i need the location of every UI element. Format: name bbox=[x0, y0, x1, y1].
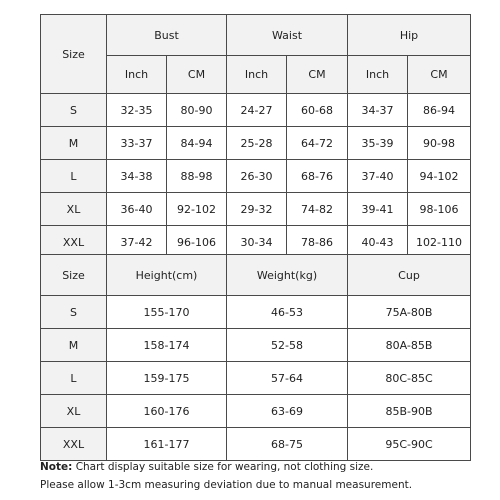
table-row bbox=[41, 160, 471, 193]
value-cell: 88-98 bbox=[167, 160, 227, 193]
value-cell: 37-40 bbox=[348, 160, 408, 193]
value-cell: 98-106 bbox=[408, 193, 471, 226]
unit-header: Inch bbox=[107, 56, 167, 94]
value-cell: 32-35 bbox=[107, 94, 167, 127]
value-cell: 35-39 bbox=[348, 127, 408, 160]
value-cell: 155-170 bbox=[107, 296, 227, 329]
table-row bbox=[41, 362, 471, 395]
value-cell: 52-58 bbox=[227, 329, 348, 362]
unit-header: CM bbox=[287, 56, 348, 94]
value-cell: 86-94 bbox=[408, 94, 471, 127]
value-cell: 25-28 bbox=[227, 127, 287, 160]
unit-header: CM bbox=[167, 56, 227, 94]
unit-header: CM bbox=[408, 56, 471, 94]
value-cell: 78-86 bbox=[287, 226, 348, 259]
note-label: Note: bbox=[40, 461, 73, 473]
size-header: Size bbox=[41, 15, 107, 94]
table-row bbox=[41, 94, 471, 127]
size-cell: M bbox=[41, 127, 107, 160]
value-cell: 60-68 bbox=[287, 94, 348, 127]
unit-header: Inch bbox=[227, 56, 287, 94]
value-cell: 94-102 bbox=[408, 160, 471, 193]
value-cell: 95C-90C bbox=[348, 428, 471, 461]
value-cell: 96-106 bbox=[167, 226, 227, 259]
value-cell: 84-94 bbox=[167, 127, 227, 160]
value-cell: 26-30 bbox=[227, 160, 287, 193]
value-cell: 85B-90B bbox=[348, 395, 471, 428]
note-line-1 bbox=[40, 461, 373, 473]
waist-header: Waist bbox=[227, 15, 348, 56]
value-cell: 40-43 bbox=[348, 226, 408, 259]
value-cell: 74-82 bbox=[287, 193, 348, 226]
value-cell: 63-69 bbox=[227, 395, 348, 428]
size-cell: L bbox=[41, 362, 107, 395]
value-cell: 80C-85C bbox=[348, 362, 471, 395]
hip-header: Hip bbox=[348, 15, 471, 56]
size-cell: S bbox=[41, 296, 107, 329]
size-cell: XXL bbox=[41, 226, 107, 259]
value-cell: 34-38 bbox=[107, 160, 167, 193]
note-line-2: Please allow 1-3cm measuring deviation due to manual measurement. bbox=[40, 479, 413, 491]
table-row bbox=[41, 193, 471, 226]
value-cell: 39-41 bbox=[348, 193, 408, 226]
value-cell: 46-53 bbox=[227, 296, 348, 329]
body-measurement-table bbox=[40, 14, 471, 259]
value-cell: 159-175 bbox=[107, 362, 227, 395]
size-cell: S bbox=[41, 94, 107, 127]
table-row bbox=[41, 395, 471, 428]
table-row bbox=[41, 127, 471, 160]
value-cell: 57-64 bbox=[227, 362, 348, 395]
value-cell: 102-110 bbox=[408, 226, 471, 259]
size-header: Size bbox=[41, 255, 107, 296]
table-row bbox=[41, 296, 471, 329]
note-text: Chart display suitable size for wearing, not clothing size. bbox=[75, 461, 374, 473]
value-cell: 33-37 bbox=[107, 127, 167, 160]
value-cell: 158-174 bbox=[107, 329, 227, 362]
value-cell: 161-177 bbox=[107, 428, 227, 461]
value-cell: 75A-80B bbox=[348, 296, 471, 329]
size-cell: XL bbox=[41, 193, 107, 226]
table-row bbox=[41, 329, 471, 362]
height-header: Height(cm) bbox=[107, 255, 227, 296]
value-cell: 68-75 bbox=[227, 428, 348, 461]
table-row bbox=[41, 428, 471, 461]
size-cell: XL bbox=[41, 395, 107, 428]
value-cell: 36-40 bbox=[107, 193, 167, 226]
value-cell: 92-102 bbox=[167, 193, 227, 226]
value-cell: 30-34 bbox=[227, 226, 287, 259]
cup-header: Cup bbox=[348, 255, 471, 296]
value-cell: 160-176 bbox=[107, 395, 227, 428]
size-cell: XXL bbox=[41, 428, 107, 461]
unit-header: Inch bbox=[348, 56, 408, 94]
value-cell: 80A-85B bbox=[348, 329, 471, 362]
size-cell: L bbox=[41, 160, 107, 193]
weight-header: Weight(kg) bbox=[227, 255, 348, 296]
value-cell: 90-98 bbox=[408, 127, 471, 160]
value-cell: 64-72 bbox=[287, 127, 348, 160]
bust-header: Bust bbox=[107, 15, 227, 56]
height-weight-cup-table bbox=[40, 254, 471, 461]
value-cell: 37-42 bbox=[107, 226, 167, 259]
value-cell: 29-32 bbox=[227, 193, 287, 226]
value-cell: 80-90 bbox=[167, 94, 227, 127]
value-cell: 24-27 bbox=[227, 94, 287, 127]
value-cell: 68-76 bbox=[287, 160, 348, 193]
size-cell: M bbox=[41, 329, 107, 362]
value-cell: 34-37 bbox=[348, 94, 408, 127]
